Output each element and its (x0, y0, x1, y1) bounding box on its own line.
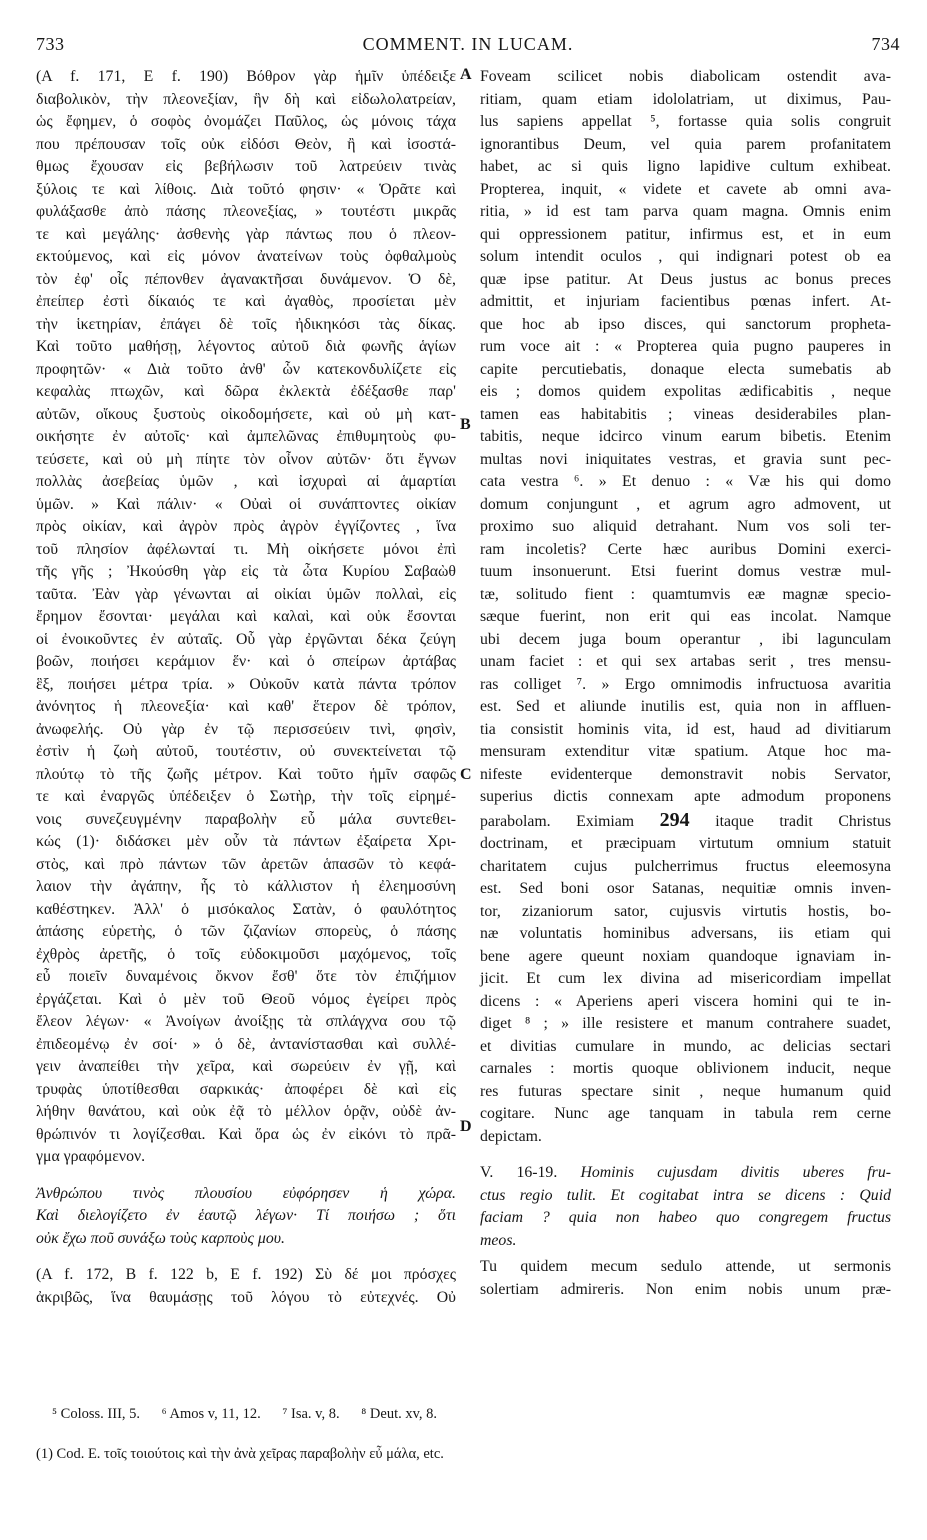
latin-line: ritiam, quam etiam idololatriam, ut diximus, Pau- (480, 90, 891, 108)
footnote: ⁶ Amos v, 11, 12. (161, 1406, 261, 1422)
greek-line: ἔλεον λέγων· « Ἀνοίγων ἀνοίξῃς τὰ σπλάγχνα σου τῷ (36, 1013, 456, 1030)
margin-letter-c: C (460, 766, 472, 783)
greek-line: ἐπείπερ ἐστὶ δίκαιός τε καὶ ἀγαθὸς, προσίεται μὲν (36, 293, 456, 310)
greek-lemma-line: Καὶ διελογίζετο ἐν ἑαυτῷ λέγων· Τί ποιήσω ; ὅτι (36, 1207, 456, 1224)
latin-line: domum conjungunt , et agrum agro admovent, ut (480, 495, 891, 513)
greek-lemma-line: Ἀνθρώπου τινὸς πλουσίου εὐφόρησεν ἡ χώρα. (36, 1184, 456, 1202)
greek-line: ταῦτα. Ἐὰν γὰρ γένωνται αἱ οἰκίαι ὑμῶν πολλαὶ, εἰς (36, 585, 456, 603)
latin-line: næ voluntatis hominibus adversans, iis etiam qui (480, 925, 891, 942)
greek-line: οἱ ἐνοικοῦντες ἐν αὐταῖς. Οὗ γὰρ ἐργῶνται δέκα ζεύγη (36, 630, 456, 648)
latin-line: Propterea, inquit, « videte et cavete ab omni ava- (480, 180, 891, 198)
latin-line: quæ ipse patitur. At Deus justus ac bonus preces (480, 270, 891, 288)
greek-line: ἐστὶν ἡ ζωὴ αὐτοῦ, τουτέστιν, οὐ συνεκτείνεται τῷ (36, 743, 456, 760)
greek-line: τῆς γῆς ; Ἠκούσθη γὰρ εἰς τὰ ὦτα Κυρίου Σαβαὼθ (36, 563, 456, 580)
latin-line: est. Sed boni osor Satanas, nequitiæ omnis inven- (480, 880, 891, 897)
latin-line: rum voce ait : « Propterea quia pugno pauperes in (480, 338, 891, 355)
latin-line: sæque fuerint, non erit qui eas incolat. Namque (480, 608, 891, 625)
column-number: 294 (659, 808, 690, 831)
spacer (36, 1169, 456, 1183)
latin-line: ubi decem juga boum operantur , ibi lagunculam (480, 630, 891, 648)
greek-line: νοις συνεζευγμένην παραβολὴν εὖ μάλα συντεθει- (36, 810, 456, 828)
latin-line: mensuram extenditur vitæ spatium. Atque hoc ma- (480, 743, 891, 760)
greek-line: πρὸς οἰκίαν, καὶ ἀγρὸν πρὸς ἀγρὸν ἐγγίζοντες , ἵνα (36, 518, 456, 535)
lemma-text: Hominis cujusdam divitis uberes fru- (580, 1164, 891, 1181)
running-header (36, 34, 900, 58)
latin-line: solum intendit oculos , qui indignari potest ob ea (480, 248, 891, 265)
latin-line: qui oppressionem patitur, infirmus est, et in eum (480, 225, 891, 243)
latin-line: tor, zizaniorum sator, cujusvis virtutis hostis, bo- (480, 902, 891, 920)
greek-line: ἐπιδεομένῳ ἐν σοί· » ὁ δὲ, ἀντανίστασθαι καὶ συλλέ- (36, 1035, 456, 1053)
latin-line: proximo suo aliquid detrahant. Num vos soli ter- (480, 518, 891, 535)
footnote: ⁷ Isa. v, 8. (282, 1406, 340, 1422)
latin-line: res futuras spectare sinit , neque humanum quid (480, 1082, 891, 1100)
margin-letter-b: B (460, 416, 471, 433)
greek-line: τρυφὰς ὑποτίθεσθαι σαρκικάς· ἀποφέρει δὲ καὶ εἰς (36, 1080, 456, 1098)
latin-line: cata vestra ⁶. » Et denuo : « Væ his qui domo (480, 473, 891, 490)
running-title: COMMENT. IN LUCAM. (362, 34, 574, 54)
latin-lemma-line (480, 1162, 891, 1185)
greek-line: τε καὶ ἐναργῶς ὑπέδειξεν ὁ Σωτὴρ, τὴν τοῖς εἰρημέ- (36, 788, 456, 805)
latin-line: tabitis, neque idcirco vinum earum bibetis. Etenim (480, 428, 891, 445)
latin-line: tia consistit hominis vita, id est, haud ad divitiarum (480, 720, 891, 738)
margin-letter-a: A (460, 66, 472, 83)
verse-reference: V. 16-19. (480, 1164, 581, 1181)
margin-letter-d: D (460, 1118, 472, 1135)
greek-line: οικήσητε ἐν αὐτοῖς· καὶ ἀμπελῶνας ἐπιθυμητοὺς φυ- (36, 428, 456, 445)
latin-lemma-line (480, 1207, 891, 1230)
latin-line: ras colliget ⁷. » Ergo omnimodis infructuosa avaritia (480, 675, 891, 693)
latin-line: carnales : mortis quoque oblivionem inducit, neque (480, 1060, 891, 1077)
greek-line: καθέστηκεν. Ἀλλ' ὁ μισόκαλος Σατὰν, ὁ φαυλότητος (36, 900, 456, 918)
greek-line: τεύσετε, καὶ οὐ μὴ πίητε τὸν οἶνον αὐτῶν· ὅτι ἔγνων (36, 450, 456, 468)
latin-line: nifeste evidenterque demonstravit nobis Servator, (480, 765, 891, 783)
greek-line: ἀνωφελής. Οὐ γὰρ ἐν τῷ περισσεύειν τινὶ, φησὶν, (36, 720, 456, 738)
latin-line: jicit. Et cum lex divina ad misericordiam impellat (480, 970, 891, 987)
greek-line: ἀνόνητος ἡ πλεονεξία· καὶ καθ' ἕτερον δὲ τρόπον, (36, 698, 456, 715)
greek-line: τὸν ἐφ' οἷς πέπονθεν ἀγανακτῆσαι δυνάμενον. Ὁ δὲ, (36, 270, 456, 288)
greek-line: ἁπάσης εὑρετὴς, ὁ τῶν ζιζανίων σπορεὺς, ὁ πάσης (36, 923, 456, 940)
greek-line: ξύλοις τε καὶ λίθοις. Διὰ τοῦτό φησιν· « Ὁρᾶτε καὶ (36, 180, 456, 198)
greek-line: που πρέπουσαν τοῖς οὐκ εἰδόσι Θεὸν, ἢ καὶ ἰσοστά- (36, 135, 456, 153)
greek-line: (A f. 171, E f. 190) Βόθρον γὰρ ἡμῖν ὑπέδειξε (36, 68, 456, 85)
latin-line: capite percutiebatis, donaque electa sumebatis ab (480, 360, 891, 378)
critical-note: (1) Cod. E. τοῖς τοιούτοις καὶ τὴν ἀνὰ χεῖρας παραβολὴν εὖ μάλα, etc. (36, 1446, 444, 1462)
latin-lemma-line (480, 1230, 891, 1253)
greek-line: πλούτῳ τὸ τῆς ζωῆς μέτρον. Καὶ τοῦτο ἡμῖν σαφῶς (36, 765, 456, 783)
greek-line: τοῦ πλησίον ἀφέλωνταί τι. Μὴ οἰκήσετε μόνοι ἐπὶ (36, 540, 456, 558)
latin-line: admittit, et injuriam facientibus pœnas infert. At- (480, 293, 891, 310)
latin-line: tuum insonuerunt. Etsi fuerint domus vestræ mul- (480, 563, 891, 580)
greek-line: κεφαλὰς πτωχῶν, καὶ δῶρα ἐκλεκτὰ ἐδέξασθε παρ' (36, 383, 456, 400)
latin-line: depictam. (480, 1127, 542, 1145)
latin-line: eis ; domos quidem expolitas ædificabitis , neque (480, 383, 891, 400)
greek-line: ἐχθρὸς ἀρετῆς, ὁ τοῖς εὐδοκιμοῦσι μαχόμενος, τοῖς (36, 945, 456, 963)
latin-line: multas novi iniquitates vestras, et gravia sunt pec- (480, 450, 891, 468)
latin-line: parabolam. Eximiam 294 itaque tradit Christus (480, 808, 891, 831)
latin-line: unam faciet : et qui sex artabas serit , tres mensu- (480, 653, 891, 670)
greek-line: στὸς, καὶ πρὸ πάντων τῶν ἀρετῶν ἁπασῶν τὸ κεφά- (36, 855, 456, 873)
latin-line: charitatem cujus pulcherrimus fructus eleemosyna (480, 857, 891, 875)
greek-line: (A f. 172, B f. 122 b, E f. 192) Σὺ δέ μοι πρόσχες (36, 1266, 456, 1283)
latin-line: est. Sed et aliunde inutilis est, quia non in affluen- (480, 698, 891, 715)
latin-line: Tu quidem mecum sedulo attende, ut sermonis (480, 1258, 891, 1275)
greek-line: Καὶ τοῦτο μαθήσῃ, λέγοντος αὐτοῦ διὰ φωνῆς ἁγίων (36, 338, 456, 355)
latin-column (480, 66, 891, 1301)
greek-column (36, 66, 456, 1309)
greek-line: διαβολικὸν, τὴν πλεονεξίαν, ἣν δὴ καὶ εἰδωλολατρείαν, (36, 90, 456, 108)
page-number-right: 734 (871, 34, 900, 54)
latin-line: ignorantibus Deum, vel quia parem profanitatem (480, 135, 891, 153)
greek-line: φυλάξασθε ἀπὸ πάσης πλεονεξίας, » τουτέστι μικρᾶς (36, 203, 456, 220)
latin-line: tamen eas habitabitis ; vineas desiderabiles plan- (480, 405, 891, 423)
greek-line: αὐτῶν, οἴκους ξυστοὺς οἰκοδομήσετε, καὶ οὐ μὴ κατ- (36, 405, 456, 423)
latin-line: cogitare. Nunc age tanquam in tabula rem cerne (480, 1105, 891, 1122)
lemma-text: ctus regio tulit. Et cogitabat intra se dicens : Quid (480, 1186, 891, 1204)
page-number-left: 733 (36, 34, 65, 54)
greek-line: ὑμῶν. » Καὶ πάλιν· « Οὐαὶ οἱ συνάπτοντες οἰκίαν (36, 495, 456, 513)
latin-line: doctrinam, et præcipuam virtutum omnium statuit (480, 835, 891, 852)
latin-line: dicens : « Aperiens aperi viscera homini qui te in- (480, 992, 891, 1010)
greek-line: εὖ ποιεῖν δυναμένοις ὄκνον ἔσθ' ὅτε τὸν ἐπιζήμιον (36, 968, 456, 985)
footnote: ⁵ Coloss. III, 5. (52, 1406, 141, 1422)
latin-line: tæ, solitudo fient : quamtumvis eæ magnæ specio- (480, 585, 891, 603)
footnotes (52, 1406, 437, 1423)
greek-line: πολλὰς ἀσεβείας ὑμῶν , καὶ ἰσχυραὶ αἱ ἁμαρτίαι (36, 473, 456, 490)
latin-line: lus sapiens appellat ⁵, fortasse quia solis congruit (480, 113, 891, 130)
greek-line: τὴν ἱκετηρίαν, ἐπάγει δὲ τοῖς ἠδικηκόσι τὰς δίκας. (36, 315, 456, 333)
greek-line: προφητῶν· « Διὰ τοῦτο ἀνθ' ὧν κατεκονδυλίζετε εἰς (36, 360, 456, 378)
latin-line: ram incoletis? Certe hæc auribus Domini exerci- (480, 540, 891, 558)
latin-line: Foveam scilicet nobis diabolicam ostendit ava- (480, 68, 891, 85)
latin-line: solertiam admireris. Non enim nobis unum præ- (480, 1280, 891, 1298)
greek-line: ἓξ, ποιήσει μέτρα τρία. » Οὐκοῦν κατὰ πάντα τρόπον (36, 675, 456, 693)
latin-line: superius dictis connexam apte admodum proponens (480, 788, 891, 805)
greek-line: τε καὶ μεγάλης· ἀσθενὴς γὰρ πάντως που ὁ πλεον- (36, 225, 456, 243)
latin-line: ritia, » id est tam parva quam magna. Omnis enim (480, 203, 891, 220)
greek-line: θρώπινόν τι λογίζεσθαι. Καὶ ὅρα ὡς ἐν εἰκόνι τὸ πρᾶ- (36, 1125, 456, 1143)
latin-line: que hoc ab ipso disces, qui sanctorum propheta- (480, 315, 891, 333)
greek-line: ἀκριβῶς, ἵνα θαυμάσῃς τοῦ λόγου τὸ εὐτεχνές. Οὐ (36, 1288, 456, 1306)
latin-line: habet, ac si quis ligno lapidive cultum exhibeat. (480, 158, 891, 175)
lemma-text: faciam ? quia non habeo quo congregem fructus (480, 1209, 891, 1226)
greek-line: γειν ἀναπείθει τὴν χεῖρα, καὶ σωρεύειν ἐν γῇ, καὶ (36, 1058, 456, 1075)
greek-lemma-line: οὐκ ἔχω ποῦ συνάξω τοὺς καρποὺς μου. (36, 1229, 285, 1247)
greek-line: γμα γραφόμενον. (36, 1148, 146, 1165)
greek-line: βοῶν, ποιήσει κεράμιον ἕν· καὶ ὁ σπείρων ἀρτάβας (36, 653, 456, 670)
greek-line: λήθην θανάτου, καὶ οὐκ ἐᾷ τὸ μέλλον ὁρᾷν, οὐδὲ ἀν- (36, 1103, 456, 1120)
greek-line: ἐργάζεται. Καὶ ὁ μὲν τοῦ Θεοῦ νόμος ἐγείρει πρὸς (36, 990, 456, 1008)
footnote: ⁸ Deut. xv, 8. (361, 1406, 438, 1422)
latin-lemma-line (480, 1185, 891, 1208)
latin-line: et divitias cumulare in mundo, ac delicias sectari (480, 1037, 891, 1055)
spacer (36, 1250, 456, 1264)
greek-line: ἔρημον ἔσονται· μεγάλαι καὶ καλαὶ, καὶ οὐκ ἔσονται (36, 608, 456, 625)
greek-line: θμως ἔχουσαν εἰς βεβήλωσιν τοῦ λατρεύειν τινὰς (36, 158, 456, 175)
greek-line: εκτούμενος, καὶ εἰς μόνον ἀνατείνων τοὺς ὀφθαλμοὺς (36, 248, 456, 265)
lemma-text: meos. (480, 1231, 517, 1249)
spacer (480, 1148, 891, 1162)
greek-line: κώς (1)· διδάσκει μὲν οὖν τὰ πάντων ἐξαίρετα Χρι- (36, 833, 456, 850)
greek-line: ὡς ἔφημεν, ὁ σοφὸς ὀνομάζει Παῦλος, ὡς μόνοις τάχα (36, 113, 456, 130)
latin-line: bene agere queunt noxiam quandoque ignaviam in- (480, 947, 891, 965)
latin-line: diget ⁸ ; » ille resistere et manum contrahere suadet, (480, 1015, 891, 1032)
greek-line: λαιον τὴν ἀγάπην, ἧς τὸ κάλλιστον ἡ ἐλεημοσύνη (36, 878, 456, 895)
